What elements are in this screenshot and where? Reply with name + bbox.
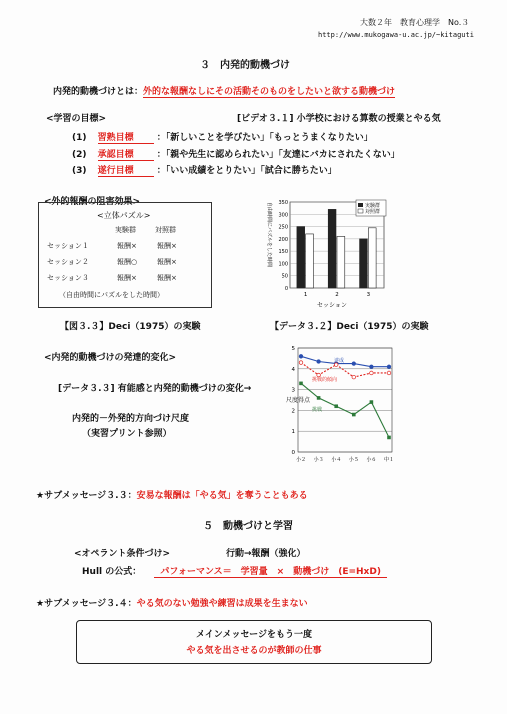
url-header: http://www.mukogawa-u.ac.jp/~kitaguti [318,31,474,39]
main-message-title: メインメッセージをもう一度 [195,630,312,640]
development-line-chart [274,340,398,476]
bar-chart-categories [304,292,371,298]
bar-experimental-1 [297,227,305,288]
ctrl-cell: 報酬× [157,274,177,282]
line-point [352,375,356,379]
section3-title: ３ 内発的動機づけ [200,60,290,71]
line-ytick-label: 5 [291,346,295,352]
bar-ytick-label: 0 [284,286,288,292]
line-category-label: 小２ [295,457,307,463]
line-point [299,355,303,359]
line-point [370,371,374,375]
bar-category-label: 1 [303,292,308,298]
data-caption-3-2: 【データ３.２】Deci（1975）の実験 [270,322,429,332]
line-ytick-label: 4 [291,366,295,373]
data-caption-3-3: [データ３.３] 有能感と内発的動機づけの変化→ [58,384,252,394]
exp-cell: 報酬○ [117,258,138,266]
line-point [352,413,356,417]
session-label: セッション２ [47,258,89,266]
goal-number: (3) [72,166,87,176]
legend-swatch-experimental [358,203,363,207]
line-point [387,436,391,440]
line-chart-ylabel [286,396,311,404]
bar-ytick-label: 150 [278,249,288,256]
bar-chart-ylabel: 自由時間にパズルをした時間 [266,202,272,268]
line-category-label: 小４ [331,457,342,463]
goal-item-3 [72,163,337,177]
goal-desc: ：「親や先生に認められたい」「友達にバカにされたくない」 [156,150,400,160]
line-series-1 [301,363,389,378]
development-heading: <内発的動機づけの発達的変化> [44,353,177,363]
deci-bar-chart [260,192,390,312]
line-point [387,365,391,369]
hull-formula: パフォーマンス＝ 学習量 × 動機づけ (E=HxD) [154,567,387,578]
col-control: 対照群 [155,226,176,234]
series-label-challenge: 挑戦 [312,407,323,413]
ctrl-cell: 報酬× [157,258,177,266]
line-point [317,396,321,400]
line-series-0 [301,356,389,366]
line-point [299,361,303,365]
line-chart-categories [296,456,394,463]
goal-desc: ：「いい成績をとりたい」「試合に勝ちたい」 [156,166,337,176]
bar-control-2 [337,236,345,288]
goal-number: (2) [72,150,87,160]
line-point [317,360,321,364]
bar-chart-xlabel: セッション [317,302,347,309]
series-label-mastery: 達成 [334,358,345,364]
line-category-label: 小６ [366,457,377,463]
line-chart-series [299,355,391,440]
line-point [387,371,391,375]
submessage-text: 安易な報酬は「やる気」を奪うこともある [136,491,308,501]
scale-line-1: 内発的－外発的方向づけ尺度 [72,414,190,424]
bar-control-3 [368,228,376,288]
operant-label: <オペラント条件づけ> [74,549,171,559]
col-experimental: 実験群 [115,226,136,234]
bar-chart-bars [297,209,376,288]
goal-desc: ：「新しいことを学びたい」「もっとうまくなりたい」 [156,133,373,143]
line-category-label: 小５ [348,457,359,463]
bar-control-1 [306,234,314,288]
line-point [352,362,356,366]
puzzle-experiment-box [38,202,212,308]
submessage-text: やる気のない勉強や練習は成果を生まない [136,599,308,609]
bar-ytick-label: 200 [278,236,288,243]
goal-item-2 [72,147,400,161]
line-point [299,382,303,386]
bar-experimental-3 [360,239,368,288]
line-ytick-label: 1 [291,429,295,436]
exp-cell: 報酬× [117,274,137,282]
legend-control: 対照群 [365,209,381,215]
line-category-label: 中１ [383,457,395,463]
section5-title: ５ 動機づけと学習 [203,521,293,532]
bar-ytick-label: 350 [278,200,288,206]
ylabel-text: 尺度得点 [286,397,311,404]
line-point [334,404,338,408]
goal-name: 遂行目標 [98,163,154,177]
exp-cell: 報酬× [117,242,137,250]
scale-line-2: （実習プリント参照） [82,429,172,439]
legend-swatch-control [358,209,363,213]
puzzle-title: <立体パズル> [97,211,151,220]
line-point [370,400,374,404]
main-message-box [76,620,432,664]
bar-ytick-label: 250 [278,224,288,231]
goals-heading: <学習の目標> [46,114,107,124]
definition-text: 外的な報酬なしにその活動そのものをしたいと欲する動機づけ [143,87,396,97]
goal-item-1 [72,130,373,144]
figure-caption-3-3: 【図３.３】Deci（1975）の実験 [60,322,201,332]
submessage-3-4 [36,596,308,609]
bar-ytick-label: 300 [278,212,288,219]
bar-ytick-label: 50 [281,273,288,280]
legend-experimental: 実験群 [365,203,381,209]
goal-number: (1) [72,133,87,143]
line-category-label: 小３ [313,457,324,463]
definition-row [53,84,395,97]
bar-ytick-label: 100 [278,261,288,268]
inhibition-heading: <外的報酬の阻害効果> [44,197,141,207]
operant-value: 行動→報酬（強化） [226,549,306,559]
goal-name: 習熟目標 [98,130,154,144]
video-caption: [ビデオ３.１] 小学校における算数の授業とやる気 [237,114,441,124]
submessage-label: ★サブメッセージ３.３： [36,491,137,501]
course-header: 大数２年 教育心理学 No.３ [360,18,470,27]
line-point [370,365,374,369]
puzzle-note: （自由時間にパズルをした時間） [59,291,164,299]
bar-category-label: 2 [335,292,339,298]
line-ytick-label: 3 [291,387,295,394]
submessage-3-3 [36,488,308,501]
ctrl-cell: 報酬× [157,242,177,250]
hull-row [82,564,387,577]
bar-experimental-2 [328,209,336,288]
hull-label: Hull の公式： [82,567,142,577]
series-label-intrinsic: 挑戦的傾向 [312,377,338,383]
definition-label: 内発的動機づけとは： [53,87,144,97]
line-ytick-label: 2 [291,408,295,415]
session-label: セッション３ [47,274,89,282]
main-message-text: やる気を出させるのが教師の仕事 [186,646,322,656]
bar-category-label: 3 [366,292,371,298]
line-ytick-label: 0 [291,450,295,456]
session-label: セッション１ [47,242,89,250]
goal-name: 承認目標 [98,147,154,161]
submessage-label: ★サブメッセージ３.４： [36,599,137,609]
